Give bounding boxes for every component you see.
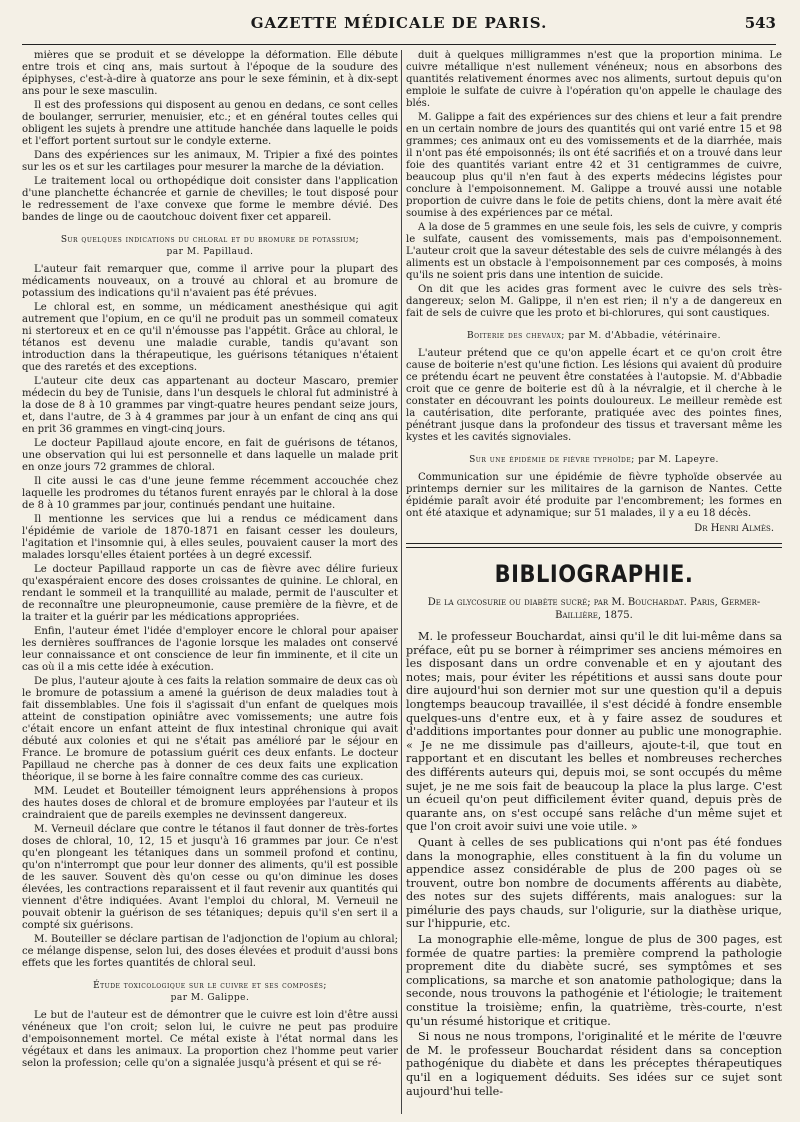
section-heading-boiterie <box>406 330 782 342</box>
paragraph: Il est des professions qui disposent au genou en dedans, ce sont celles de boulanger, serrurier, menuisier, etc.; et en général toutes celles qui obligent les sujets à prendre une attitude hanchée dans laquelle le poids et l'effort portent surtout sur le condyle externe. <box>22 100 398 147</box>
paragraph: M. Verneuil déclare que contre le tétanos il faut donner de très-fortes doses de chloral, 10, 12, 15 et jusqu'à 16 grammes par jour. Ce n'est qu'en plongeant les tétaniques dans un sommeil profond et continu, qu'on n'interrompt que pour leur donner des aliments, qu'il est possible de les sauver. Souvent dès qu'on cesse ou qu'on diminue les doses élevées, les contractions reparaissent et il faut revenir aux quantités qui viennent d'être indiquées. Avant l'emploi du chloral, M. Verneuil ne pouvait obtenir la guérison de ses tétaniques; depuis qu'il s'en sert il a compté six guérisons. <box>22 824 398 931</box>
paragraph: Le but de l'auteur est de démontrer que le cuivre est loin d'être aussi vénéneux que l'on croit; selon lui, le cuivre ne peut pas produire d'empoisonnement mortel. Ce métal existe à l'état normal dans les végétaux et dans les animaux. La proportion chez l'homme peut varier selon la profession; celle qu'on a signalée jusqu'à présent et qui se ré- <box>22 1010 398 1069</box>
section-author: par M. Papillaud. <box>166 247 254 257</box>
left-column <box>22 50 398 1114</box>
paragraph: Si nous ne nous trompons, l'originalité et le mérite de l'œuvre de M. le professeur Bouchardat résident dans sa conception pathogénique du diabète et dans les préceptes thérapeutiques qu'il en a logiquement déduits. Ses idées sur ce sujet sont aujourd'hui telle- <box>406 1030 782 1098</box>
paragraph: Le docteur Papillaud ajoute encore, en fait de guérisons de tétanos, une observation qui lui est personnelle et dans laquelle un malade prit en onze jours 72 grammes de chloral. <box>22 438 398 473</box>
paragraph: Le traitement local ou orthopédique doit consister dans l'application d'une planchette échancrée et garnie de chevilles; le tout disposé pour le redressement de l'axe convexe que forme le membre dévié. Des bandes de linge ou de caoutchouc doivent fixer cet appareil. <box>22 176 398 223</box>
column-divider <box>401 50 402 1114</box>
paragraph: De plus, l'auteur ajoute à ces faits la relation sommaire de deux cas où le bromure de potassium a amené la guérison de deux maladies tout à fait dissemblables. Une fois il s'agissait d'un enfant de quelques mois atteint de constipation opiniâtre avec vomissements; une autre fois c'était encore un enfant atteint de flux intestinal chronique qui avait débuté aux colonies et qui ne s'était pas amélioré par le séjour en France. Le bromure de potassium guérit ces deux enfants. Le docteur Papillaud ne cherche pas à donner de ces deux faits une explication théorique, il se borne à les faire connaître comme des cas curieux. <box>22 676 398 783</box>
paragraph: Communication sur une épidémie de fièvre typhoïde observée au printemps dernier sur les militaires de la garnison de Nantes. Cette épidémie paraît avoir été produite par l'encombrement; les formes en ont été ataxique et adynamique; sur 51 malades, il y a eu 18 décès. <box>406 472 782 519</box>
section-heading-fievre <box>406 454 782 466</box>
section-title: Étude toxicologique sur le cuivre et ses composés; <box>93 981 327 991</box>
section-divider <box>406 543 782 548</box>
page-header <box>22 0 776 45</box>
paragraph: Quant à celles de ses publications qui n'ont pas été fondues dans la monographie, elles constituent à la fin du volume un appendice assez considérable de plus de 200 pages où se trouvent, outre bon nombre de documents afférents au diabète, des notes sur des sujets différents, mais analogues: sur la pimélurie des pays chauds, sur l'oligurie, sur la diathèse urique, sur l'hippurie, etc. <box>406 835 782 931</box>
section-title: Sur une épidémie de fièvre typhoïde; <box>469 455 635 465</box>
paragraph: Enfin, l'auteur émet l'idée d'employer encore le chloral pour apaiser les dernières souffrances de l'agonie lorsque les malades ont conservé leur connaissance et ont conscience de leur fin imminente, et il cite un cas où il a mis cette idée à exécution. <box>22 626 398 673</box>
paragraph: M. le professeur Bouchardat, ainsi qu'il le dit lui-même dans sa préface, eût pu se borner à réimprimer ses anciens mémoires en les disposant dans un ordre convenable et en y ajoutant des notes; mais, pour éviter les répétitions et aussi sans doute pour dire aujourd'hui son dernier mot sur une question qu'il a depuis longtemps beaucoup travaillée, il s'est décidé à fondre ensemble quelques-uns d'entre eux, et à y faire assez de soudures et d'additions importantes pour donner au public une monographie. « Je ne me dissimule pas d'ailleurs, ajoute-t-il, que tout en rapportant et en discutant les belles et nombreuses recherches des différents auteurs qui, depuis moi, se sont occupés du même sujet, je ne me sois fait de beaucoup la place la plus large. C'est un écueil qu'on peut difficilement éviter quand, depuis près de quarante ans, on s'est occupé sans relâche d'un même sujet et que l'on croit avoir suivi une voie utile. » <box>406 630 782 834</box>
paragraph: mières que se produit et se développe la déformation. Elle débute entre trois et cinq ans, mais surtout à l'époque de la soudure des épiphyses, c'est-à-dire à quatorze ans pour le sexe féminin, et à dix-sept ans pour le sexe masculin. <box>22 50 398 97</box>
paragraph: M. Galippe a fait des expériences sur des chiens et leur a fait prendre en un certain nombre de jours des quantités qui ont varié entre 15 et 98 grammes; ces animaux ont eu des vomissements et de la diarrhée, mais il n'ont pas été empoisonnés; ils ont été sacrifiés et on a trouvé dans leur foie des quantités variant entre 42 et 31 centigrammes de cuivre, beaucoup plus qu'il n'en faut à des experts médecins légistes pour conclure à l'empoisonnement. M. Galippe a trouvé aussi une notable proportion de cuivre dans le foie de petits chiens, dont la mère avait été soumise à des expériences par ce métal. <box>406 112 782 219</box>
section-heading-chloral <box>22 234 398 258</box>
paragraph: Dans des expériences sur les animaux, M. Tripier a fixé des pointes sur les os et sur les cartilages pour mesurer la marche de la déviation. <box>22 150 398 173</box>
paragraph: L'auteur cite deux cas appartenant au docteur Mascaro, premier médecin du bey de Tunisie, dans l'un desquels le chloral fut administré à la dose de 8 à 10 grammes par vingt-quatre heures pendant seize jours, et, dans l'autre, de 3 à 4 grammes par jour à un enfant de cinq ans qui en prit 36 grammes en vingt-cinq jours. <box>22 376 398 435</box>
page-number: 543 <box>744 14 776 32</box>
section-author: par M. d'Abbadie, vétérinaire. <box>568 331 721 341</box>
section-author: par M. Lapeyre. <box>638 455 719 465</box>
author-signature: Dr Henri Almès. <box>694 523 774 534</box>
section-title: Boiterie des chevaux; <box>467 331 565 341</box>
two-column-body <box>22 50 782 1114</box>
paragraph: Le chloral est, en somme, un médicament anesthésique qui agit autrement que l'opium, en ce qu'il ne produit pas un sommeil comateux ni stertoreux et en ce qu'il n'émousse pas l'appétit. Grâce au chloral, le tétanos est devenu une maladie curable, tandis qu'avant son introduction dans la thérapeutique, les guérisons tétaniques n'étaient que des raretés et des exceptions. <box>22 302 398 373</box>
paragraph: Il mentionne les services que lui a rendus ce médicament dans l'épidémie de variole de 1870-1871 en faisant cesser les douleurs, l'agitation et l'insomnie qui, à elles seules, pouvaient causer la mort des malades lorsqu'elles étaient portées à un degré excessif. <box>22 514 398 561</box>
section-heading-cuivre <box>22 980 398 1004</box>
paragraph: Il cite aussi le cas d'une jeune femme récemment accouchée chez laquelle les prodromes du tétanos furent enrayés par le chloral à la dose de 8 à 10 grammes par jour, continués pendant une huitaine. <box>22 476 398 511</box>
bibliography-heading: BIBLIOGRAPHIE. <box>494 560 694 588</box>
bibliography-body <box>406 630 782 1098</box>
section-author: par M. Galippe. <box>170 993 250 1003</box>
paragraph: On dit que les acides gras forment avec le cuivre des sels très-dangereux; selon M. Galippe, il n'en est rien; il n'y a de dangereux en fait de sels de cuivre que les proto et bi-chlorures, qui sont caustiques. <box>406 284 782 319</box>
paragraph: L'auteur prétend que ce qu'on appelle écart et ce qu'on croit être cause de boiterie n'est qu'une fiction. Les lésions qui avaient dû produire ce prétendu écart ne peuvent être constatées à l'autopsie. M. d'Abbadie croit que ce genre de boiterie est dû à la névralgie, et il cherche à le constater en découvrant les points douloureux. Le meilleur remède est la cautérisation, dite perforante, pratiquée avec des pointes fines, pénétrant jusque dans la profondeur des tissus et traversant même les kystes et les cavités signoviales. <box>406 348 782 443</box>
paragraph: duit à quelques milligrammes n'est que la proportion minima. Le cuivre métallique n'est nullement vénéneux; nous en absorbons des quantités relativement énormes avec nos aliments, surtout depuis qu'on emploie le sulfate de cuivre à l'opération qu'on appelle le chaulage des blés. <box>406 50 782 109</box>
paragraph: M. Bouteiller se déclare partisan de l'adjonction de l'opium au chloral; ce mélange dispense, selon lui, des doses élevées et produit d'aussi bons effets que les fortes quantités de chloral seul. <box>22 934 398 969</box>
paragraph: MM. Leudet et Bouteiller témoignent leurs appréhensions à propos des hautes doses de chloral et de bromure employées par l'auteur et ils craindraient que de pareils exemples ne devinssent dangereux. <box>22 786 398 821</box>
journal-title: GAZETTE MÉDICALE DE PARIS. <box>250 14 548 32</box>
paragraph: A la dose de 5 grammes en une seule fois, les sels de cuivre, y compris le sulfate, causent des vomissements, mais pas d'empoisonnement. L'auteur croit que la saveur détestable des sels de cuivre mélangés à des aliments est un obstacle à l'empoisonnement par ces composés, à moins qu'ils ne soient pris dans une intention de suicide. <box>406 222 782 281</box>
section-title: Sur quelques indications du chloral et du bromure de potassium; <box>60 235 360 245</box>
paragraph: La monographie elle-même, longue de plus de 300 pages, est formée de quatre parties: la première comprend la pathologie proprement dite du diabète sucré, ses symptômes et ses complications, sa marche et son anatomie pathologique; dans la seconde, nous trouvons la pathogénie et l'étiologie; le traitement constitue la troisième; enfin, la quatrième, très-courte, n'est qu'un résumé historique et critique. <box>406 933 782 1028</box>
paragraph: L'auteur fait remarquer que, comme il arrive pour la plupart des médicaments nouveaux, on a trouvé au chloral et au bromure de potassium des indications qu'il n'avaient pas été prévues. <box>22 264 398 299</box>
right-column <box>406 50 782 1114</box>
paragraph: Le docteur Papillaud rapporte un cas de fièvre avec délire furieux qu'exaspéraient encore des doses croissantes de quinine. Le chloral, en rendant le sommeil et la tranquillité au malade, permit de l'ausculter et de reconnaître une pleuropneumonie, cause première de la fièvre, et de la traiter et la guérir par les médications appropriées. <box>22 564 398 623</box>
reviewed-work-title: De la glycosurie ou diabète sucré; par M. Bouchardat. Paris, Germer-Baillière, 1875. <box>427 597 761 621</box>
